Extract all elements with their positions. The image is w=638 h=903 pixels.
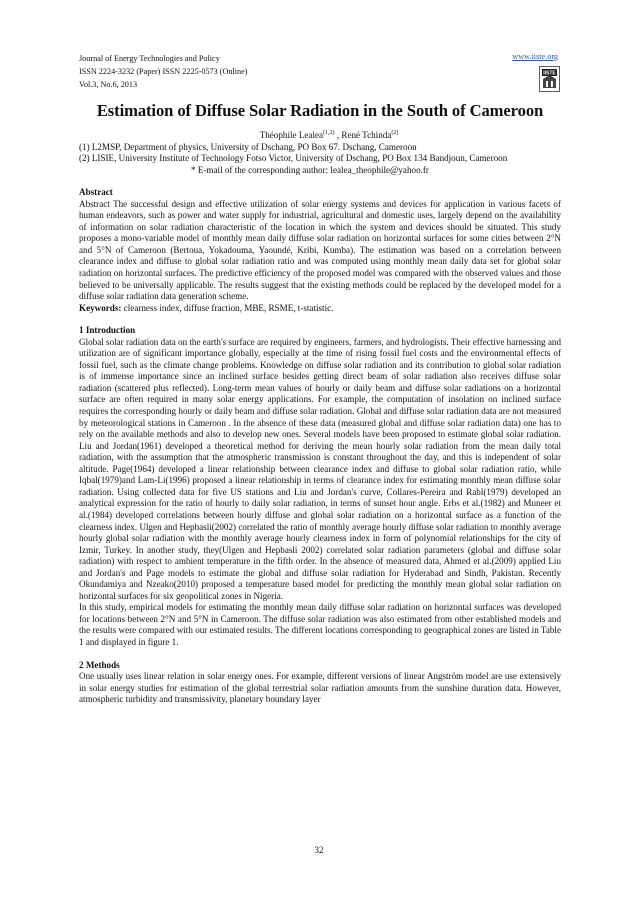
journal-issn: ISSN 2224-3232 (Paper) ISSN 2225-0573 (Online) [79, 67, 248, 76]
author-1-affil: (1,2) [323, 129, 335, 136]
section-1-paragraph-2: In this study, empirical models for estimating the monthly mean daily diffuse solar radiation on horizontal surfaces was developed for locations between 2°N and 5°N in Cameroon. The diffuse solar radiation was also estimated from other established models and the results were compared with our estimated results. The different locations corresponding to geographical zones are listed in Table 1 and displayed in figure 1. [79, 602, 561, 647]
paper-title: Estimation of Diffuse Solar Radiation in the South of Cameroon [96, 101, 544, 120]
section-2-paragraph-1: One usually uses linear relation in solar energy ones. For example, different versions of linear Angström model are use extensively in solar energy studies for estimation of the global terrestrial solar radiation amounts from the sunshine duration data. However, atmospheric turbidity and transmissivity, planetary boundary layer [79, 671, 561, 705]
paper-body [79, 130, 561, 706]
section-1-heading: 1 Introduction [79, 325, 136, 336]
journal-url-link[interactable]: www.iiste.org [512, 52, 558, 61]
affiliation-2: (2) LISIE, University Institute of Technology Fotso Victor, University of Dschang, PO Box 134 Bandjoun, Cameroon [79, 153, 508, 164]
affiliation-1: (1) L2MSP, Department of physics, University of Dschang, PO Box 67. Dschang, Cameroon [79, 141, 417, 152]
journal-volume: Vol.3, No.6, 2013 [79, 80, 138, 89]
abstract-heading: Abstract [79, 187, 113, 198]
author-2: René Tchinda [341, 130, 392, 140]
section-2-heading: 2 Methods [79, 659, 120, 670]
section-1-paragraph-1: Global solar radiation data on the earth's surface are required by engineers, farmers, and hydrologists. Their effective harnessing and utilization are of significant importance globally, especially at the time of rising fossil fuel costs and the environmental effects of fossil fuel, such as the climate change problems. Knowledge on diffuse solar radiation and its contribution to global solar radiation is of immense importance since an inclined surface besides getting direct beam of solar radiation also receives diffuse solar radiation (scattered plus reflected). Long-term mean values of hourly or daily beam and diffuse solar radiations on a horizontal surface are often required in many solar energy applications. For example, the computation of insolation on inclined surface requires the corresponding hourly or daily beam and diffuse solar radiation. Global and diffuse solar radiation data are not measured by meteorological stations in Cameroon . In the absence of these data (measured global and diffuse solar radiation data) one has to rely on the available methods and also to develop new ones. Several models have been proposed to estimate global solar radiation. Liu and Jordan(1961) developed a theoretical method for deriving the mean hourly solar radiation from the mean daily total radiation, with the assumption that the atmospheric transmission is constant throughout the day, and this is independent of solar altitude. Page(1964) developed a linear relationship between clearance index and diffuse to global solar radiation ratio, while Iqbal(1979)and Lam-Li(1996) proposed a linear relationship in terms of clearance index for estimating monthly mean diffuse solar radiation. Using collected data for five US stations and Liu and Jordan's curve, Collares-Pereira and Rabl(1979) developed an analytical expression for the ratio of hourly to daily solar radiation, in terms of sunset hour angle. Erbs et al.(1982) and Muneer et al.(1984) developed correlations between hourly diffuse and global solar radiation on a horizontal surface as a function of the clearness index. Ulgen and Hepbasli(2002) correlated the ratio of monthly average hourly diffuse solar radiation to monthly average hourly global solar radiation with the monthly average hourly clearness index in form of polynomial relationships for the city of Izmir, Turkey. In another study, they(Ulgen and Hepbasli 2002) correlated solar radiation parameters (global and diffuse solar radiation) with respect to ambient temperature in the fifth order. In the absence of measured data, Ahmed et al.(2009) applied Liu and Jordan's and Page models to estimate the global and diffuse solar radiation for Hyderabad and Sindh, Pakistan. Recently Okundamiya and Nzeako(2010) proposed a temperature based model for predicting the monthly mean global solar radiation on horizontal surfaces for six geopolitical zones in Nigeria. [79, 336, 561, 601]
corresponding-email: * E-mail of the corresponding author: lealea_theophile@yahoo.fr [191, 164, 429, 175]
author-line [79, 130, 561, 142]
page-number: 32 [314, 845, 324, 855]
author-separator: , [334, 130, 342, 140]
author-1: Théophile Lealea [259, 130, 324, 140]
logo-lettering: IISTE [543, 70, 556, 77]
abstract-text: Abstract The successful design and effective utilization of solar energy systems and devices for application in various facets of human endeavors, such as power and water supply for industrial, agricultural and domestic uses, largely depend on the availability of information on solar radiation characteristic of the location in which the system and devices should be situated. This study proposes a mono-variable model of monthly mean daily diffuse solar radiation on horizontal surfaces for some cities between 2°N and 5°N of Cameroon (Bertoua, Yokadouma, Yaoundé, Kribi, Kumba). The estimation was based on a correlation between clearance index and diffuse to global solar radiation ratio and was computed using monthly mean daily data set for global solar radiation on horizontal surfaces. The predictive efficiency of the proposed model was compared with the observed values and those believed to be universally applicable. The results suggest that the existing methods could be replaced by the developed model for a diffuse solar radiation data generation scheme. [79, 198, 561, 302]
journal-header [79, 52, 248, 91]
journal-name: Journal of Energy Technologies and Policy [79, 54, 220, 63]
iiste-logo [539, 66, 560, 92]
keywords-label: Keywords: [79, 302, 122, 313]
author-2-affil: (2) [391, 129, 399, 136]
keywords-text: clearness index, diffuse fraction, MBE, RSME, t-statistic. [121, 302, 334, 313]
keywords-line [79, 303, 561, 315]
